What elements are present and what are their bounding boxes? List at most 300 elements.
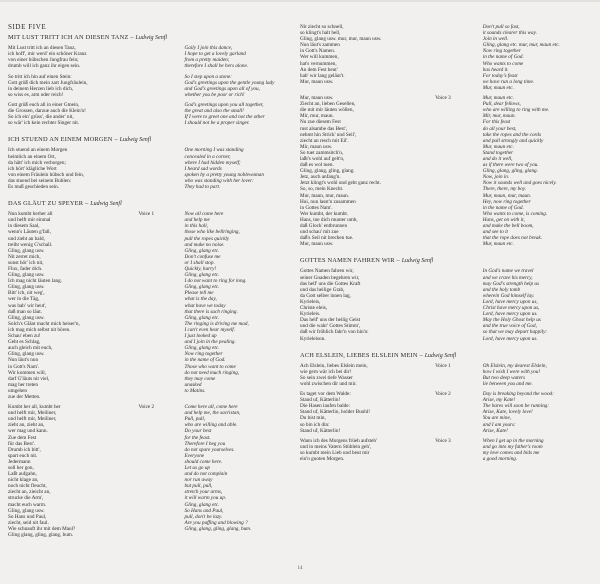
english-line: Gling, glang etc. bbox=[184, 272, 220, 279]
english-line: Lord, have mercy upon us. bbox=[482, 335, 538, 342]
german-line: daß wir fröhlich fahr'n von hin'n: bbox=[300, 329, 369, 336]
german-line: in Gottes Nam'. bbox=[300, 204, 333, 211]
english-line: Come here all, come here bbox=[184, 404, 238, 411]
english-translation bbox=[483, 438, 592, 462]
english-translation bbox=[185, 404, 291, 538]
english-line: has heard it. bbox=[482, 66, 509, 73]
german-line: daß man so läut. bbox=[8, 308, 42, 315]
german-text bbox=[8, 74, 138, 98]
german-line: Kyrieleison. bbox=[300, 335, 326, 342]
english-line: Now, join in. bbox=[482, 174, 510, 181]
english-line: Those who want to come bbox=[184, 363, 236, 370]
english-line: whether you be poor or rich! bbox=[184, 91, 245, 98]
english-line: Please tell me bbox=[184, 290, 214, 297]
german-line: Geht es Schlag, bbox=[8, 339, 41, 346]
song-block bbox=[300, 24, 592, 247]
german-line: Kyrieleis, bbox=[300, 298, 321, 305]
english-line: my love comes and bids me bbox=[482, 449, 540, 456]
german-line: Bitt' ich, nit weg', bbox=[8, 290, 45, 297]
german-line: ziecht an resch mit Eil'. bbox=[300, 137, 349, 144]
german-line: So ich ein' grüss', die ander' nit, bbox=[8, 114, 74, 121]
english-line: and I join in the pealing. bbox=[184, 339, 236, 346]
english-line: Do your best bbox=[184, 428, 212, 435]
title-dash: – bbox=[112, 136, 120, 144]
german-line: so wär' ich kein rechter Singer nit. bbox=[8, 120, 80, 127]
english-line: or I shall stop. bbox=[184, 259, 215, 266]
german-line: Mir, mur, maun. bbox=[300, 113, 334, 120]
english-line: For this feast bbox=[482, 119, 511, 126]
german-line: Wann ich des Morgens früeh aufsteh' bbox=[300, 437, 377, 444]
german-line: Hui, nun lasst'n zusammen bbox=[300, 198, 356, 205]
english-line: it sounds clearer this way. bbox=[482, 30, 537, 37]
german-line: Gling, glang usw. bbox=[8, 284, 45, 291]
english-line: So Hans and Paul, bbox=[184, 507, 224, 514]
voice-label bbox=[138, 45, 184, 69]
english-line: God's greetings upon the gentle young lady bbox=[184, 79, 275, 86]
voice-label bbox=[138, 404, 184, 538]
english-line: in the name of God. bbox=[482, 54, 524, 61]
german-line: macht euch warm. bbox=[8, 501, 47, 508]
german-line: Drumb ich bitt', bbox=[8, 446, 41, 453]
english-line: who are willing and able. bbox=[184, 422, 238, 429]
german-line: Mur, maun usw. bbox=[300, 78, 334, 85]
english-translation bbox=[483, 24, 592, 91]
stanza bbox=[300, 95, 592, 247]
english-line: Lord, have mercy upon us, bbox=[482, 298, 538, 305]
german-line: hab' wir lang geläut't. bbox=[300, 72, 345, 79]
english-line: Gling, glang etc. bbox=[184, 314, 220, 321]
title-dash: – bbox=[394, 257, 402, 265]
german-line: Gling, glang, gling, glang. bbox=[300, 168, 355, 175]
english-line: God's greetings upon you all together, bbox=[184, 101, 264, 108]
german-line: da hätt' ich mich verborgen; bbox=[8, 159, 66, 166]
voice-label bbox=[435, 268, 483, 341]
german-line: die Grossen, darzue auch die Klein'n! bbox=[8, 108, 86, 115]
german-line: so klingt's halt hell, bbox=[300, 30, 341, 37]
english-translation bbox=[483, 391, 592, 434]
english-line: and make the bell boom, bbox=[482, 223, 534, 229]
english-line: and make no noise. bbox=[184, 241, 225, 248]
german-line: Mit Lust tritt ich an diesen Tanz, bbox=[8, 45, 76, 52]
german-line: Nit zerret mich, bbox=[8, 253, 41, 260]
german-line: drumb will ich ganz ihr eigen sein. bbox=[8, 63, 81, 70]
song-heading bbox=[8, 137, 290, 143]
german-line: Gott grüß dich mein zart Jungfräulein, bbox=[8, 79, 88, 86]
english-line: Day is breaking beyond the wood: bbox=[482, 391, 554, 398]
english-line: who was standing with her lover: bbox=[184, 177, 254, 184]
german-line: in diesem Saal, bbox=[8, 223, 40, 230]
german-text bbox=[300, 438, 435, 462]
song-composer: Ludwig Senfl bbox=[90, 201, 122, 208]
german-line: für das Best'. bbox=[8, 440, 36, 447]
german-line: wer mag und kann. bbox=[8, 428, 48, 435]
english-line: stretch your arms, bbox=[184, 489, 223, 496]
english-line: but pull, pull, bbox=[184, 483, 213, 490]
english-line: what have we today bbox=[184, 302, 226, 309]
english-line: and do it well, bbox=[482, 155, 513, 162]
voice-label-text: Voice 2 bbox=[138, 404, 155, 411]
english-line: Gling, glang, gling, glang. bbox=[482, 168, 538, 175]
english-line: Mur, maun etc. bbox=[482, 143, 514, 150]
song-block bbox=[8, 201, 290, 538]
english-line: and help me, the sacristan, bbox=[184, 410, 241, 417]
german-line: Nun kumbt herher all bbox=[8, 211, 53, 218]
voice-label bbox=[435, 391, 483, 434]
voice-label-text: Voice 3 bbox=[435, 437, 451, 444]
german-text bbox=[300, 268, 435, 341]
english-line: I just looked up bbox=[184, 333, 217, 340]
german-line: Gottes Namen fahren wir, bbox=[300, 268, 354, 275]
english-line: lie between you and me. bbox=[482, 380, 533, 387]
german-line: in Gott's Nam'. bbox=[8, 363, 40, 370]
german-line: und in meins Vatern Stüblein geh', bbox=[300, 443, 372, 450]
english-line: But two deep waters bbox=[482, 374, 525, 381]
english-translation bbox=[185, 45, 291, 69]
german-line: Wer kumbt, der kumbt. bbox=[300, 210, 349, 217]
german-text bbox=[300, 95, 435, 247]
song-heading bbox=[8, 201, 290, 207]
english-line: what is the day, bbox=[184, 296, 217, 303]
song-composer: Ludwig Senfl bbox=[135, 35, 168, 42]
german-line: darf G'läuts nit viel, bbox=[8, 375, 50, 382]
german-line: Es taget vor dem Walde: bbox=[300, 391, 351, 398]
stanza bbox=[300, 391, 592, 434]
english-line: Gling, glang etc. mur, mur, maun etc. bbox=[482, 42, 560, 49]
song-block bbox=[300, 258, 592, 341]
german-line: rust alsambe das Best', bbox=[300, 125, 348, 132]
voice-label-text: Voice 2 bbox=[435, 391, 451, 398]
page-number: 14 bbox=[297, 566, 303, 571]
german-line: Laßt aufgahn, bbox=[8, 471, 37, 478]
english-line: how I wish I were with you! bbox=[482, 368, 541, 375]
german-line: So tritt ich hin auf einen Stein: bbox=[8, 73, 72, 80]
english-line: The hares will soon be running: bbox=[482, 403, 549, 410]
german-line: und schau' mit zue bbox=[300, 229, 339, 236]
english-line: Everyone bbox=[184, 452, 205, 459]
english-line: wherein God himself lay. bbox=[482, 292, 535, 299]
german-text bbox=[8, 404, 138, 538]
english-line: do not spare yourselves. bbox=[184, 446, 235, 453]
german-line: So sein zwei tiefe Wasser bbox=[300, 374, 353, 381]
german-line: Gling, glang usw. bbox=[8, 507, 45, 514]
voice-label-text: Voice 1 bbox=[138, 211, 155, 218]
voice-label bbox=[435, 438, 483, 462]
voice-label bbox=[138, 211, 184, 400]
stanza bbox=[8, 102, 290, 126]
german-line: Zue dem Fest bbox=[8, 434, 37, 441]
german-line: An dem Fest heut' bbox=[300, 66, 338, 73]
english-line: Now ring together bbox=[482, 48, 521, 55]
song-block bbox=[8, 137, 290, 190]
stanza bbox=[8, 74, 290, 98]
english-line: If I were to greet one and not the other bbox=[184, 114, 265, 121]
english-line: You are mine, bbox=[482, 415, 512, 422]
stanza bbox=[300, 363, 592, 387]
german-line: Mur, maun usw. bbox=[300, 241, 334, 248]
german-line: Nit ziecht so schnell, bbox=[300, 24, 344, 30]
german-line: Wie schnauft ihr mit dem Maul? bbox=[8, 525, 76, 532]
english-line: Now it sounds well and goes nicely. bbox=[482, 180, 557, 187]
english-line: in this hall, bbox=[184, 223, 208, 230]
title-dash: – bbox=[83, 200, 91, 208]
german-line: und helft mir, Meiliner, bbox=[8, 410, 57, 417]
english-line: for the feast. bbox=[184, 434, 211, 441]
german-line: Hans, tue dich munter umb, bbox=[300, 216, 358, 223]
english-line: I do not want to ring for long. bbox=[184, 278, 247, 285]
german-line: Wer will kummen, bbox=[300, 54, 339, 61]
german-line: die mit mir läuten wöllen, bbox=[300, 107, 354, 114]
right-song-list bbox=[300, 24, 592, 462]
german-line: Stand uf, Kätterlin! bbox=[300, 427, 341, 434]
stanza bbox=[8, 147, 290, 190]
german-line: wohl zwischen dir und mir. bbox=[300, 380, 357, 387]
german-line: Mur, maun usw. bbox=[300, 95, 334, 102]
english-line: Gling, glang, gling, glang, bum. bbox=[184, 525, 252, 532]
german-line: nehmt hin Strick' und Seil', bbox=[300, 131, 357, 138]
german-text bbox=[8, 45, 138, 69]
english-line: those who like bellringing, bbox=[184, 229, 240, 236]
english-line: Now all come here bbox=[184, 211, 224, 218]
english-line: Let us go up bbox=[184, 465, 211, 471]
side-title: SIDE FIVE bbox=[8, 23, 47, 31]
german-line: Gling, glang usw. mur, mur, maun usw. bbox=[300, 36, 382, 43]
english-line: Don't confuse me bbox=[184, 253, 221, 260]
voice-label-text: Voice 1 bbox=[435, 362, 451, 369]
english-line: Lord, have mercy upon us. bbox=[482, 311, 538, 318]
german-line: und helft mir, Meiliner, bbox=[8, 416, 57, 423]
german-line: Jetzt klingt's wohl und geht ganz recht. bbox=[300, 180, 381, 187]
german-line: ich hört' klägliche Wort bbox=[8, 165, 57, 172]
english-line: and we crave his mercy, bbox=[482, 274, 533, 281]
english-line: When I get up in the morning bbox=[482, 437, 544, 444]
german-line: So, so, mein Knecht. bbox=[300, 186, 344, 193]
german-line: daß's Seil nit brechen tue. bbox=[300, 235, 354, 242]
english-line: so that we may depart happily: bbox=[482, 329, 548, 336]
german-line: ich mag mich selbst nit hören. bbox=[8, 326, 71, 333]
german-line: ziecht an, zieicht an, bbox=[8, 489, 51, 496]
english-line: Now ring together bbox=[184, 351, 223, 358]
german-text bbox=[300, 24, 435, 91]
german-line: ein'n guoten Morgen. bbox=[300, 456, 345, 462]
german-line: das helf' uns die Gottes Kraft bbox=[300, 280, 361, 287]
german-line: Ziecht an, lieben Gesellen, bbox=[300, 101, 356, 108]
german-line: Mur, maun, mur, maun. bbox=[300, 192, 350, 199]
english-line: Pull, dear fellows, bbox=[482, 101, 521, 108]
song-heading bbox=[8, 35, 290, 41]
english-line: Hans, get on with it, bbox=[482, 216, 525, 223]
english-translation bbox=[483, 95, 592, 247]
german-line: So tuet zammsitch'n, bbox=[300, 149, 344, 156]
english-line: therefore I shall be hers alone. bbox=[184, 63, 249, 70]
english-line: In God's name we travel bbox=[482, 268, 534, 275]
voice-label-text: Voice 3 bbox=[435, 95, 451, 102]
voice-label bbox=[138, 102, 184, 126]
song-composer: Ludwig Senfl bbox=[119, 137, 152, 144]
german-line: da Gott selber innen lag, bbox=[300, 292, 351, 299]
german-line: Jetz, auch anfang'n. bbox=[300, 174, 341, 181]
english-line: Gling, glang etc. bbox=[184, 284, 220, 291]
german-line: wer in die Täg, bbox=[8, 296, 40, 303]
english-line: as if there were two of you. bbox=[482, 162, 539, 169]
german-text bbox=[300, 391, 435, 434]
german-line: hat's vernummen, bbox=[300, 60, 337, 67]
german-line: so kumbt mein Lieb und beut mir bbox=[300, 449, 370, 456]
german-line: heimlich an einem Ort, bbox=[8, 153, 56, 160]
english-line: I should not be a proper singer. bbox=[184, 120, 250, 127]
german-line: Gling glang, gling, glang, bum. bbox=[8, 532, 74, 539]
english-line: that there is such ringing. bbox=[184, 308, 238, 315]
german-line: Stand uf, Kätterlin, holder Buohl! bbox=[300, 409, 371, 416]
english-line: Mir, mur, maun. bbox=[482, 113, 516, 120]
english-line: they may come bbox=[184, 375, 216, 382]
german-line: Kumbt her all, kumbt her bbox=[8, 404, 61, 411]
song-title: ICH STUEND AN EINEM MORGEN bbox=[8, 136, 113, 144]
english-line: Oh Elslein, my dearest Elslein, bbox=[482, 362, 547, 369]
german-line: Ich stuend an einem Morgen bbox=[8, 147, 68, 154]
left-song-list bbox=[8, 35, 290, 538]
german-line: auch gleich mit euch, bbox=[8, 345, 53, 352]
stanza bbox=[8, 404, 290, 538]
song-title: MIT LUST TRITT ICH AN DIESEN TANZ bbox=[8, 34, 129, 42]
english-line: and I am yours: bbox=[482, 421, 516, 428]
english-line: Arise, Kate, lovely love! bbox=[482, 409, 533, 416]
german-text bbox=[8, 147, 138, 190]
english-line: For today's feast bbox=[482, 72, 518, 79]
english-line: and God's greetings upon all of you, bbox=[184, 85, 260, 92]
german-line: in Gott's Namen. bbox=[300, 48, 336, 55]
right-column bbox=[300, 24, 592, 473]
german-line: von einem Fräulein hübsch und fein, bbox=[8, 171, 85, 178]
voice-label bbox=[138, 74, 184, 98]
english-translation bbox=[483, 363, 592, 387]
song-composer: Ludwig Senfl bbox=[424, 352, 457, 359]
english-line: Pull, pull, bbox=[184, 416, 206, 423]
voice-label bbox=[138, 147, 184, 190]
german-line: soll her gon, bbox=[8, 465, 34, 471]
german-line: seiner Gnaden begehren wir, bbox=[300, 274, 360, 281]
german-line: Schau' eben zu! bbox=[8, 333, 41, 340]
english-line: The ringing is driving me mad, bbox=[184, 320, 249, 327]
song-block bbox=[300, 353, 592, 463]
stanza bbox=[8, 45, 290, 69]
german-line: Nu zue diesem Fest bbox=[300, 119, 341, 126]
german-line: in deinem Herzen lieb ich dich, bbox=[8, 85, 74, 92]
german-line: treibt wenig G'schall. bbox=[8, 241, 53, 248]
german-line: Gling, glang usw. bbox=[8, 314, 45, 321]
voice-label bbox=[435, 95, 483, 247]
german-line: spart euch nit. bbox=[8, 452, 38, 459]
german-line: und zieht an bald, bbox=[8, 235, 45, 242]
english-line: to Matins. bbox=[184, 387, 206, 394]
english-line: spoken by a pretty young noblewoman bbox=[184, 171, 264, 178]
english-line: There, there, my boy. bbox=[482, 186, 527, 193]
voice-label bbox=[435, 363, 483, 387]
german-line: Gling, glang usw. bbox=[8, 272, 45, 279]
german-line: daß es wol tuen. bbox=[300, 162, 334, 169]
english-line: the great and also the small! bbox=[184, 108, 244, 115]
english-line: and pull strongly and quickly bbox=[482, 137, 544, 144]
german-line: Du bist min, bbox=[300, 415, 326, 422]
song-title: ACH ELSLEIN, LIEBES ELSLEIN MEIN bbox=[300, 351, 418, 359]
german-line: daß Glock' entbrunnen bbox=[300, 223, 348, 229]
german-line: sunst hör' ich nit, bbox=[8, 259, 44, 266]
english-line: should come here. bbox=[184, 458, 223, 465]
german-line: Christe eleis, bbox=[300, 305, 328, 312]
english-line: concealed in a corner, bbox=[184, 153, 231, 160]
english-line: Join in well. bbox=[482, 36, 509, 43]
german-line: und die wahr' Gottes Stimm', bbox=[300, 323, 361, 330]
english-line: Mur, maun etc. bbox=[482, 241, 514, 248]
german-line: Ich mag nicht läuten lang. bbox=[8, 278, 63, 285]
german-line: Wir kommen will, bbox=[8, 369, 46, 376]
english-line: and do not complain bbox=[184, 471, 228, 478]
english-line: I hope to get a lovely garland bbox=[184, 51, 246, 58]
english-line: a good morning. bbox=[482, 456, 518, 462]
english-line: take the ropes and the cords bbox=[482, 131, 541, 138]
english-line: Don't pull so fast, bbox=[482, 24, 520, 30]
german-text bbox=[8, 211, 138, 400]
german-text bbox=[8, 102, 138, 126]
german-line: nicht klage an, bbox=[8, 477, 39, 484]
german-line: Nun läut's nun bbox=[8, 357, 39, 364]
english-line: pull, don't be lazy. bbox=[184, 513, 223, 520]
german-line: Gling, glang usw. bbox=[8, 351, 45, 358]
german-line: laßt's wohl auf gelt'n, bbox=[300, 155, 345, 162]
english-line: Are you puffing and blowing ? bbox=[184, 519, 248, 526]
german-line: ich hoff', mir werd' ein schöner Kranz bbox=[8, 51, 87, 58]
english-line: Who wants to come bbox=[482, 60, 524, 67]
german-line: Das helf' uns der heilig Geist bbox=[300, 317, 361, 324]
german-line: Gott grüß euch all in einer Gmein, bbox=[8, 101, 80, 108]
english-line: unasked bbox=[184, 381, 202, 388]
english-line: and help me bbox=[184, 217, 210, 224]
english-line: and see to it bbox=[482, 229, 508, 236]
english-line: pull the ropes quickly bbox=[184, 235, 230, 242]
english-line: and the holy tomb bbox=[482, 286, 521, 293]
left-column bbox=[8, 24, 290, 549]
german-line: wie gern wär ich bei dir! bbox=[300, 368, 352, 375]
english-line: may God's strength help us bbox=[482, 280, 539, 287]
german-line: so bin ich din: bbox=[300, 421, 330, 428]
german-line: Die Hasen laufen balde: bbox=[300, 403, 350, 410]
german-line: von einer hübschen Jungfrau fein; bbox=[8, 57, 79, 64]
english-translation bbox=[185, 74, 291, 98]
voice-label bbox=[435, 24, 483, 91]
title-dash: – bbox=[128, 34, 136, 42]
english-line: Who wants to come, is coming. bbox=[482, 210, 548, 217]
english-line: Quickly, hurry! bbox=[184, 266, 217, 272]
german-line: und helft mir einmal bbox=[8, 217, 51, 224]
english-translation bbox=[185, 102, 291, 126]
german-line: Stand uf, Kätterlin! bbox=[300, 397, 341, 404]
german-line: Nun läut's zammen bbox=[300, 42, 340, 49]
english-line: Mur, maun etc. bbox=[482, 84, 514, 91]
german-line: Es muß geschieden sein. bbox=[8, 183, 59, 190]
english-line: from a pretty maiden; bbox=[184, 57, 230, 64]
english-line: that the rope does not break. bbox=[482, 235, 543, 242]
german-line: umgehen bbox=[8, 387, 28, 394]
english-line: who are willing to ring with me. bbox=[482, 107, 550, 114]
english-line: So I step upon a stone: bbox=[184, 73, 232, 80]
english-line: Arise, my Kate! bbox=[482, 397, 516, 404]
english-line: Stand together bbox=[482, 149, 514, 156]
english-line: where I had hidden myself; bbox=[184, 159, 241, 166]
english-line: Mur, maun etc. bbox=[482, 95, 514, 102]
song-title: DAS GLÄUT ZU SPEYER bbox=[8, 200, 84, 208]
english-line: Arise, Kate! bbox=[482, 427, 508, 434]
title-dash: – bbox=[417, 351, 425, 359]
german-line: Jedermann bbox=[8, 458, 31, 465]
